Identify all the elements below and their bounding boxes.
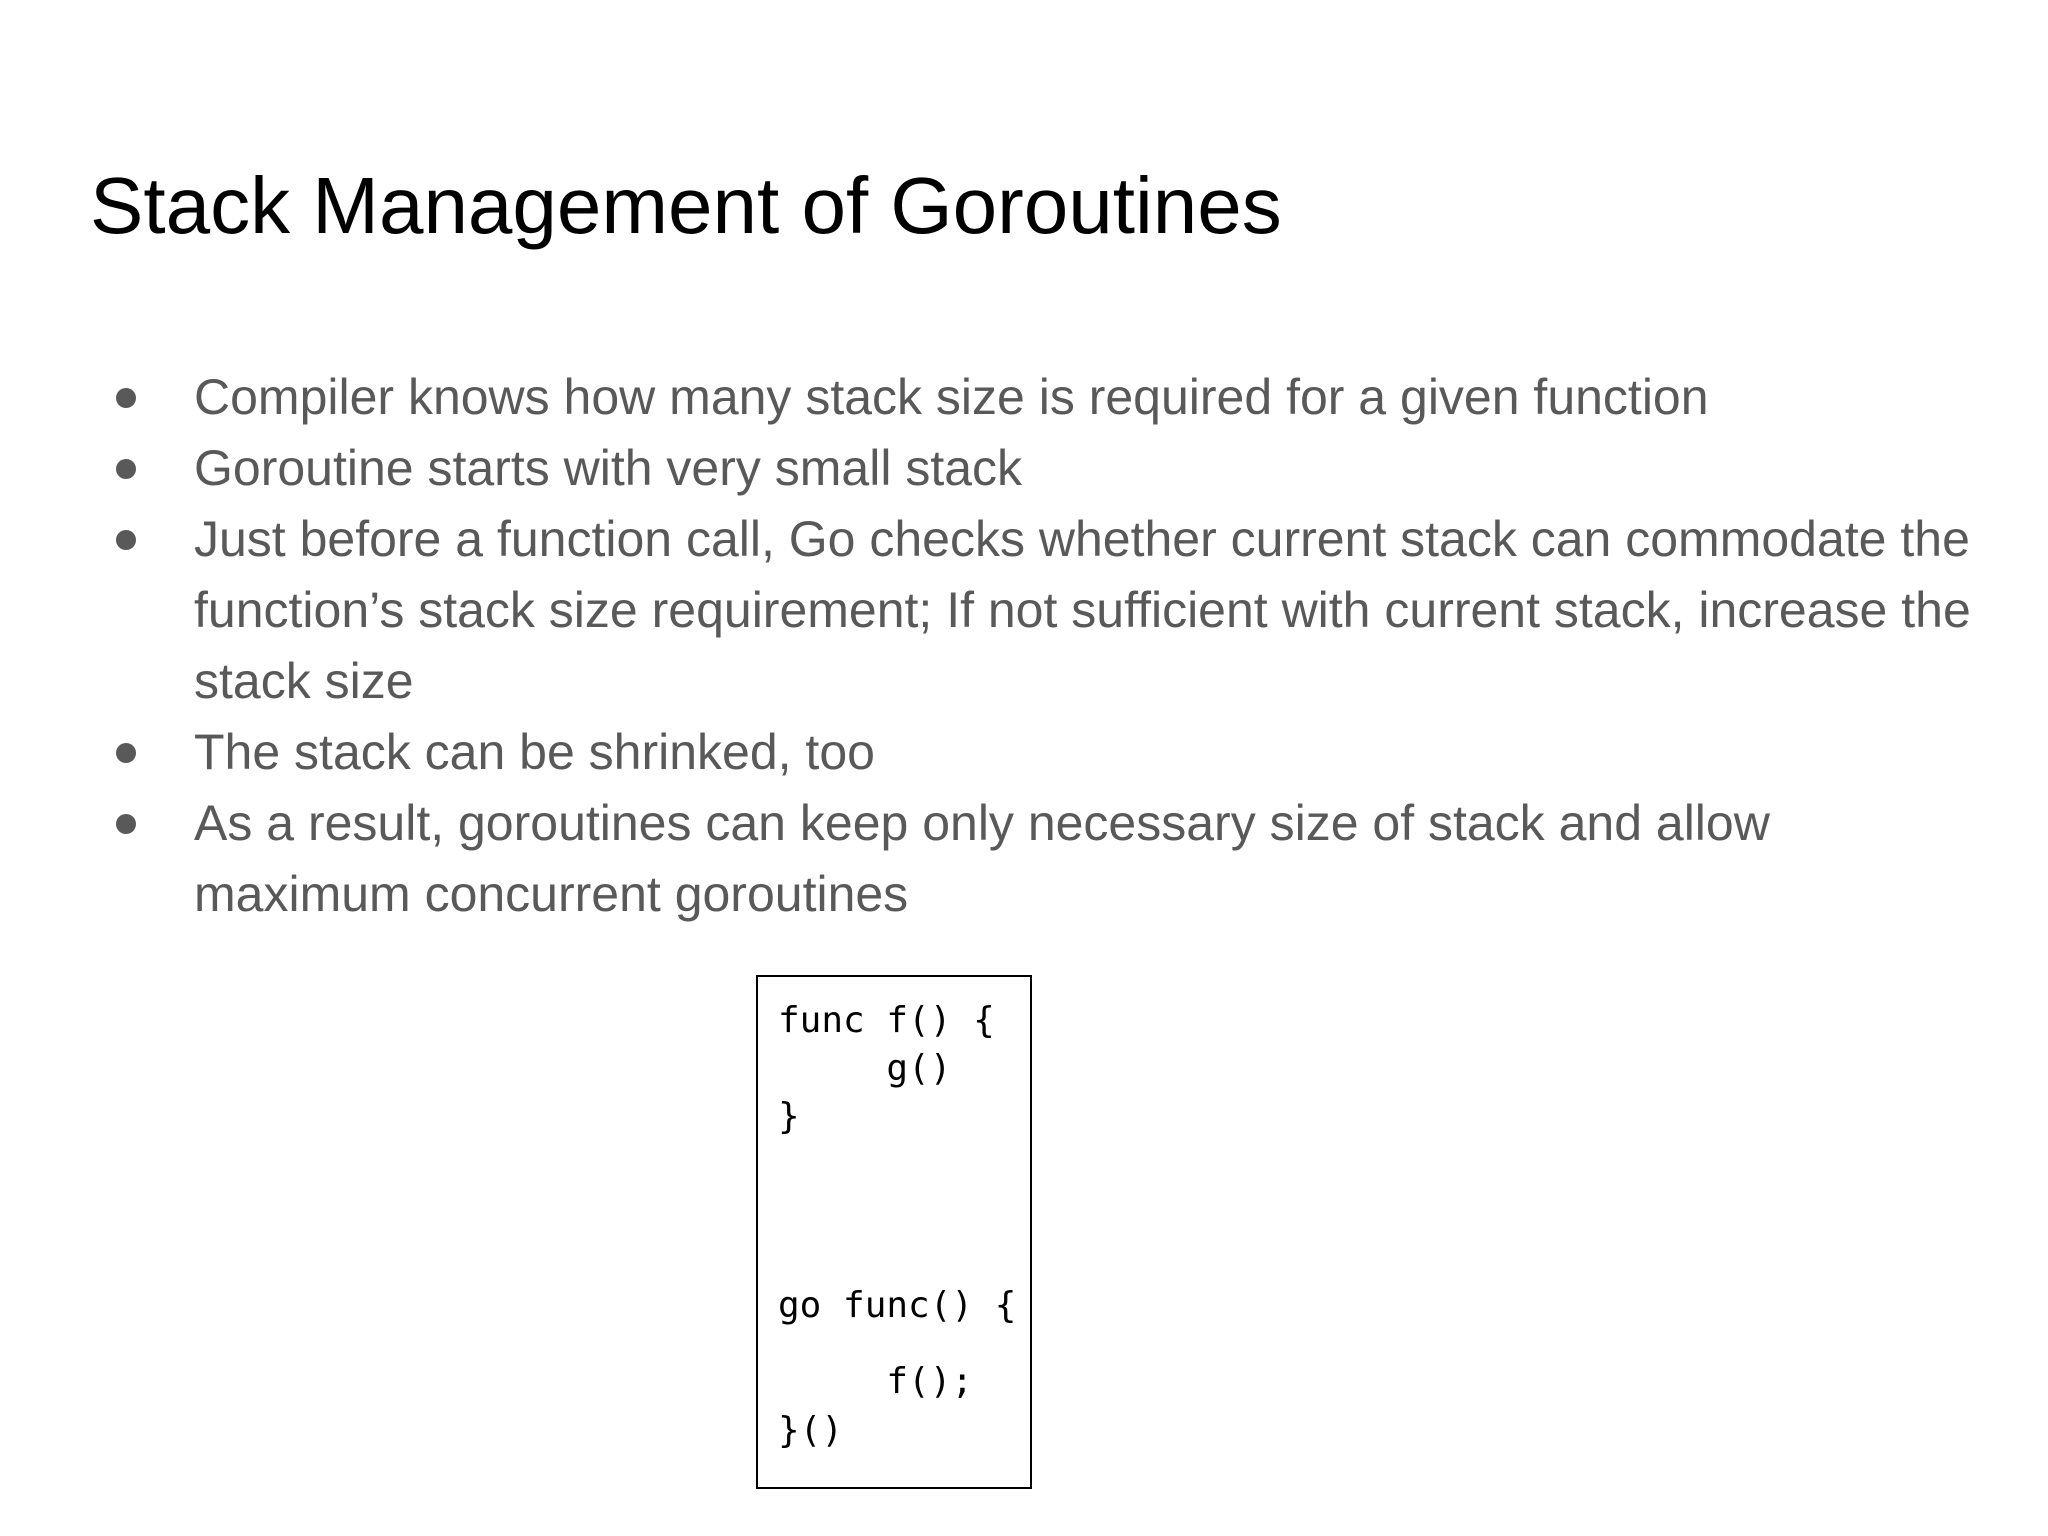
bullet-dot-icon xyxy=(116,388,136,408)
bullet-list xyxy=(110,362,1990,930)
bullet-item xyxy=(110,433,1990,504)
code-line: }() xyxy=(778,1410,844,1451)
bullet-dot-icon xyxy=(116,814,136,834)
bullet-item xyxy=(110,717,1990,788)
code-line: } xyxy=(778,1096,800,1137)
bullet-text: As a result, goroutines can keep only necessary size of stack and allow maximum concurrent goroutines xyxy=(194,795,1770,922)
code-line: go func() { xyxy=(778,1285,1017,1326)
code-line: f(); xyxy=(778,1361,974,1402)
bullet-item xyxy=(110,362,1990,433)
bullet-dot-icon xyxy=(116,743,136,763)
bullet-dot-icon xyxy=(116,459,136,479)
bullet-text: Just before a function call, Go checks whether current stack can commodate the function’s stack size requirement; If not sufficient with current stack, increase the stack size xyxy=(194,511,1971,709)
code-line: g() xyxy=(778,1048,952,1089)
code-line: func f() { xyxy=(778,1000,995,1041)
bullet-text: Compiler knows how many stack size is required for a given function xyxy=(194,369,1709,425)
bullet-item xyxy=(110,788,1990,930)
bullet-item xyxy=(110,504,1990,717)
bullet-text: Goroutine starts with very small stack xyxy=(194,440,1023,496)
bullet-text: The stack can be shrinked, too xyxy=(194,724,875,780)
slide-title: Stack Management of Goroutines xyxy=(90,161,1282,250)
code-snippet-box xyxy=(756,975,1032,1489)
bullet-dot-icon xyxy=(116,530,136,550)
